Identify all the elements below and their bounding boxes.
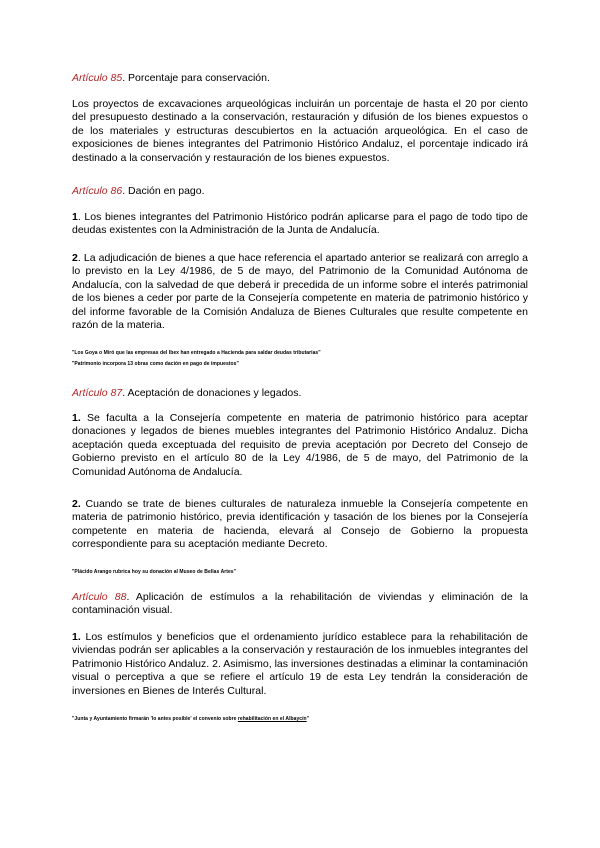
note-end: " bbox=[306, 716, 310, 722]
article-86-paragraph-2 bbox=[72, 252, 528, 332]
article-87-paragraph-1 bbox=[72, 412, 528, 479]
article-87-label: Artículo 87 bbox=[72, 387, 123, 399]
article-88-heading bbox=[72, 591, 528, 618]
article-87-heading bbox=[72, 386, 528, 400]
article-85-heading bbox=[72, 71, 528, 85]
article-87-note-1: "Plácido Arango rubrica hoy su donación al Museo de Bellas Artes" bbox=[72, 569, 237, 575]
paragraph-number: 1. bbox=[72, 412, 81, 424]
paragraph-text: . La adjudicación de bienes a que hace referencia el apartado anterior se realizará con arreglo a lo previsto en la Ley 4/1986, de 5 de mayo, del Patrimonio de la Comunidad Autónoma de Andalucía, con la salvedad de que deberá ir precedida de un informe sobre el interés patrimonial de los bienes a ceder por parte de la Consejería competente en materia de patrimonio histórico y del informe favorable de la Comisión Andaluza de Bienes Culturales que resulte competente en razón de la materia. bbox=[72, 252, 528, 332]
article-86-note-1: "Los Goya o Miró que las empresas del Ibex han entregado a Hacienda para saldar deudas tributarias" bbox=[72, 350, 321, 356]
paragraph-text: Los estímulos y beneficios que el ordenamiento jurídico establece para la rehabilitación de viviendas podrán ser aplicables a la conservación y restauración de los inmuebles integrantes del Patrimonio Histórico Andaluz. 2. Asimismo, las inversiones destinadas a eliminar la contaminación visual o perceptiva a que se refiere el artículo 19 de esta Ley tendrán la consideración de inversiones en Bienes de Interés Cultural. bbox=[72, 631, 528, 697]
paragraph-number: 1. bbox=[72, 631, 81, 643]
article-86-paragraph-1 bbox=[72, 211, 528, 238]
paragraph-number: 2. bbox=[72, 498, 81, 510]
article-88-title: . Aplicación de estímulos a la rehabilitación de viviendas y eliminación de la contaminación visual. bbox=[72, 591, 529, 617]
article-85-paragraph: Los proyectos de excavaciones arqueológicas incluirán un porcentaje de hasta el 20 por ciento del presupuesto destinado a la conservación, restauración y difusión de los bienes expuestos o de los materiales y estructuras descubiertos en la actuación arqueológica. En el caso de exposiciones de bienes integrantes del Patrimonio Histórico Andaluz, el porcentaje indicado irá destinado a la conservación y restauración de los bienes expuestos. bbox=[72, 98, 528, 164]
article-87-title: . Aceptación de donaciones y legados. bbox=[122, 387, 302, 399]
article-86-heading bbox=[72, 184, 528, 198]
article-86-title: . Dación en pago. bbox=[122, 185, 205, 197]
article-85-title: . Porcentaje para conservación. bbox=[122, 72, 270, 84]
article-86-note-2: "Patrimonio incorpora 13 obras como dación en pago de impuestos" bbox=[72, 361, 239, 367]
paragraph-text: Cuando se trate de bienes culturales de naturaleza inmueble la Consejería competente en materia de patrimonio histórico, previa identificación y tasación de los bienes por la Consejería competente en materia de hacienda, elevará al Consejo de Gobierno la propuesta correspondiente para su aceptación mediante Decreto. bbox=[72, 498, 528, 551]
paragraph-text: . Los bienes integrantes del Patrimonio Histórico podrán aplicarse para el pago de todo tipo de deudas existentes con la Administración de la Junta de Andalucía. bbox=[72, 211, 528, 237]
rehabilitation-link[interactable]: rehabilitación en el Albaycín bbox=[237, 716, 307, 722]
article-88-label: Artículo 88 bbox=[72, 591, 127, 603]
note-text: "Junta y Ayuntamiento firmarán 'lo antes posible' el convenio sobre bbox=[72, 716, 238, 722]
paragraph-number: 2 bbox=[72, 252, 78, 264]
paragraph-number: 1 bbox=[72, 211, 78, 223]
article-87-paragraph-2 bbox=[72, 498, 528, 552]
paragraph-text: Se faculta a la Consejería competente en materia de patrimonio histórico para aceptar donaciones y legados de bienes muebles integrantes del Patrimonio Histórico Andaluz. Dicha aceptación queda exceptuada del requisito de previa aceptación por Decreto del Consejo de Gobierno previsto en el artículo 80 de la Ley 4/1986, de 5 de mayo, del Patrimonio de la Comunidad Autónoma de Andalucía. bbox=[72, 412, 528, 478]
article-88-note-1 bbox=[72, 716, 528, 723]
article-85-label: Artículo 85 bbox=[72, 72, 123, 84]
article-86-label: Artículo 86 bbox=[72, 185, 123, 197]
article-88-paragraph-1 bbox=[72, 631, 528, 698]
